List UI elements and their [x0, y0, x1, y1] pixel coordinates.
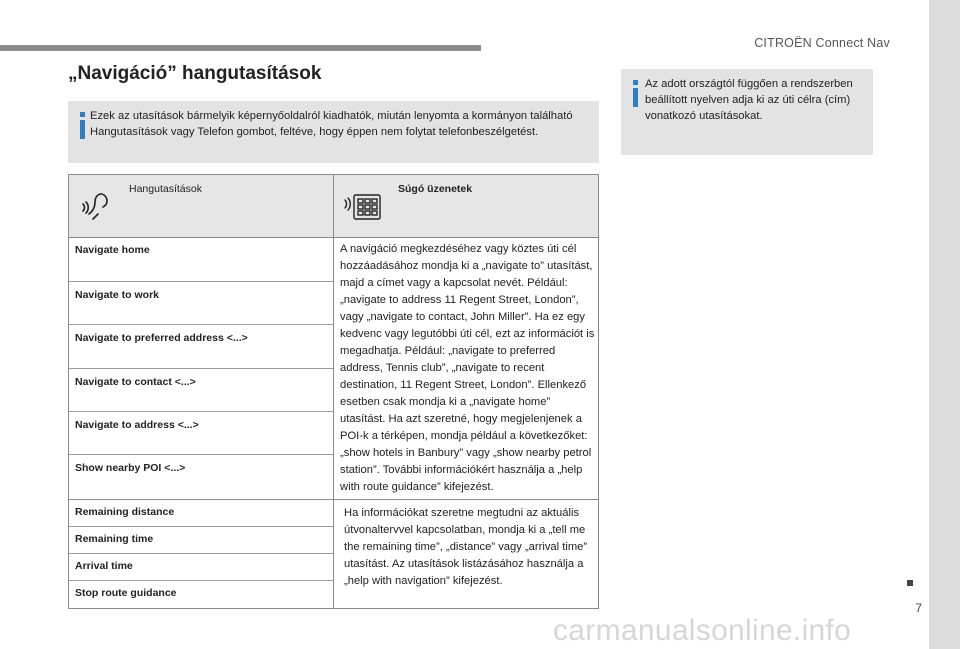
command-label: Navigate to address <...>: [75, 419, 199, 431]
command-label: Arrival time: [75, 560, 133, 572]
watermark: carmanualsonline.info: [553, 614, 852, 647]
command-label: Navigate to contact <...>: [75, 376, 196, 388]
command-label: Navigate to work: [75, 289, 160, 301]
table-row: [69, 325, 333, 369]
info-note-left: [68, 101, 599, 163]
command-label: Navigate home: [75, 244, 150, 256]
table-row: [69, 554, 333, 581]
help-text-navigation: A navigáció megkezdéséhez vagy köztes úti cél hozzáadásához mondja ki a „navigate to” utasítást, majd a címet vagy a kapcsolat nevét. Például: „navigate to address 11 Regent Street, London”, vagy „navigate to contact, John Miller”. Ha ez egy kedvenc vagy legutóbbi úti cél, ezt az információt is megadhatja. Például: „navigate to preferred address, Tennis club”, „navigate to recent destination, 11 Regent Street, London”. Ellenkező esetben csak mondja ki a „navigate home” utasítást. Ha azt szeretné, hogy megjelenjenek a POI-k a térképen, mondja például a következőket: „show hotels in Banbury” vagy „show nearby petrol station”. További információkért használja a „help with route guidance” kifejezést.: [340, 243, 595, 493]
table-row: [69, 527, 333, 554]
info-note-right-text: Az adott országtól függően a rendszerben beállított nyelven adja ki az úti célra (cím) vonatkozó utasításokat.: [645, 78, 853, 122]
help-prompt-icon: [343, 189, 383, 223]
voice-command-table: [68, 174, 599, 609]
continuation-marker: [907, 580, 913, 586]
help-text-route-info: Ha információkat szeretne megtudni az aktuális útvonaltervvel kapcsolatban, mondja ki a „tell me the remaining time”, „distance” vagy „arrival time” utasítást. Az utasítások listázásához használja a „help with navigation” kifejezést.: [344, 507, 588, 587]
info-note-right: [621, 69, 873, 155]
column-header-voice-commands: Hangutasítások: [129, 183, 202, 195]
table-row: [69, 237, 333, 282]
column-divider: [333, 175, 334, 608]
info-icon: [78, 112, 87, 139]
command-label: Remaining time: [75, 533, 154, 545]
info-note-left-text: Ezek az utasítások bármelyik képernyőoldalról kiadhatók, miután lenyomta a kormányon található Hangutasítások vagy Telefon gombot, feltéve, hogy éppen nem folytat telefonbeszélgetést.: [90, 110, 573, 138]
header-rule: [0, 45, 481, 51]
command-label: Navigate to preferred address <...>: [75, 332, 248, 344]
page-edge-band: [929, 0, 960, 649]
table-row: [69, 500, 333, 527]
table-row: [69, 581, 333, 608]
command-label: Show nearby POI <...>: [75, 462, 186, 474]
table-row: [69, 412, 333, 455]
column-header-help-messages: Súgó üzenetek: [398, 183, 473, 195]
voice-command-icon: [81, 191, 115, 221]
page-title: „Navigáció” hangutasítások: [68, 63, 322, 84]
command-label: Stop route guidance: [75, 587, 177, 599]
table-row: [69, 282, 333, 325]
command-label: Remaining distance: [75, 506, 175, 518]
table-row: [69, 369, 333, 412]
table-row: [69, 455, 333, 499]
info-icon: [631, 80, 640, 107]
header-product-name: CITROËN Connect Nav: [754, 36, 890, 50]
page-number: 7: [915, 601, 922, 615]
